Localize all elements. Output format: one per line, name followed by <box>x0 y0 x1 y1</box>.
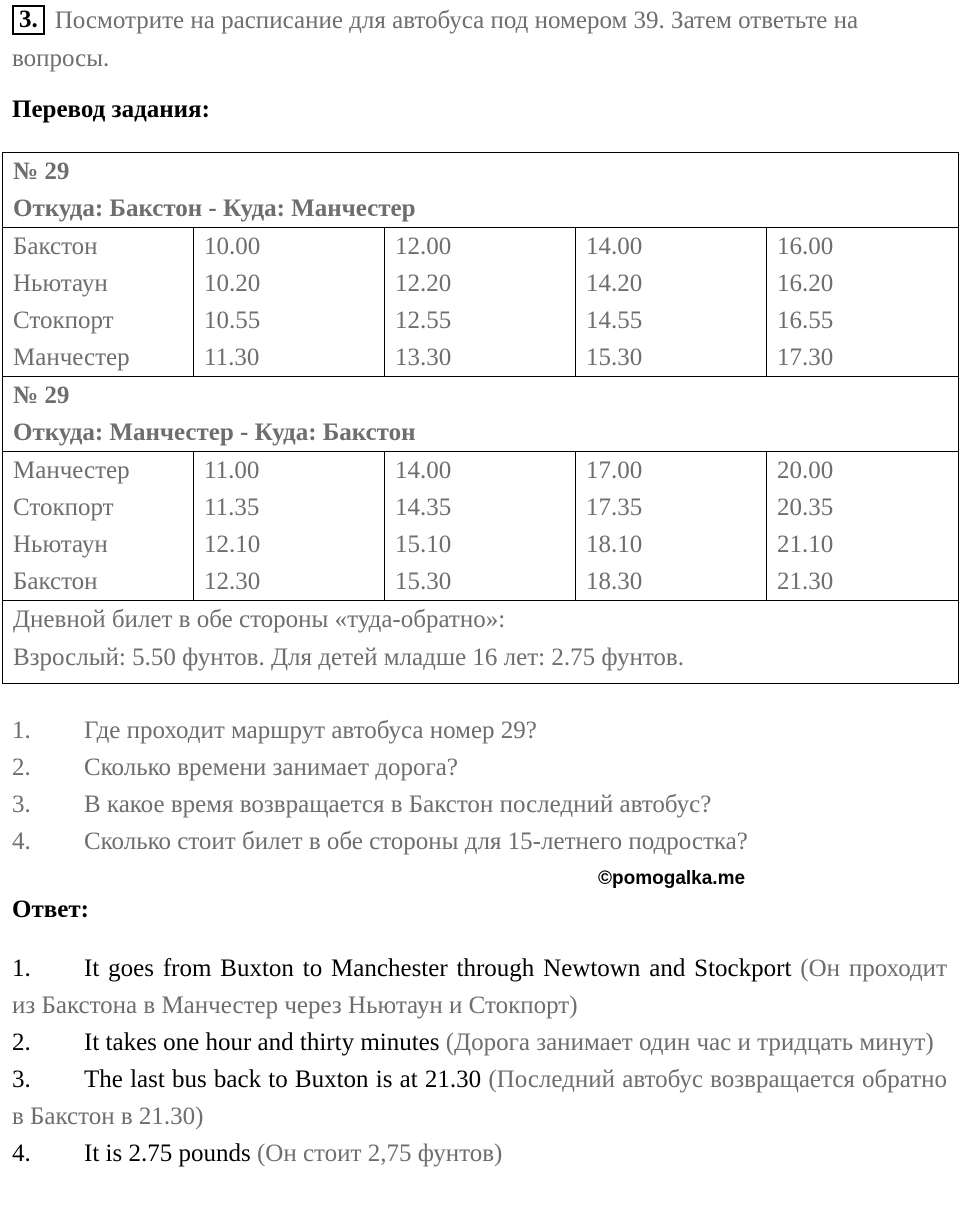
question-number: 2. <box>12 754 31 781</box>
ticket-note-line: Дневной билет в обе стороны «туда-обратно»: <box>13 606 506 633</box>
list-item <box>12 712 947 749</box>
departure-column <box>194 452 385 601</box>
question-number: 3. <box>12 791 31 818</box>
answer-heading: Ответ: <box>12 896 89 923</box>
time-cell: 16.20 <box>777 270 834 297</box>
answer-number: 2. <box>12 1029 31 1056</box>
time-cell: 10.20 <box>204 270 261 297</box>
questions-list <box>12 712 947 860</box>
departure-column <box>767 452 959 601</box>
task-statement <box>12 2 947 78</box>
time-cell: 12.10 <box>204 531 261 558</box>
question-text: Сколько времени занимает дорога? <box>84 754 458 781</box>
route-direction: Откуда: Бакстон - Куда: Манчестер <box>13 195 416 222</box>
stop-name: Ньютаун <box>13 270 108 297</box>
departure-column <box>576 452 767 601</box>
time-cell: 12.55 <box>395 307 452 334</box>
stop-name: Стокпорт <box>13 494 114 521</box>
stop-name: Манчестер <box>13 457 130 484</box>
ticket-note-line: Взрослый: 5.50 фунтов. Для детей младше 16 лет: 2.75 фунтов. <box>13 644 684 671</box>
time-cell: 16.55 <box>777 307 834 334</box>
list-item <box>12 1024 947 1061</box>
question-number: 1. <box>12 717 31 744</box>
question-text: Сколько стоит билет в обе стороны для 15-летнего подростка? <box>84 828 748 855</box>
time-cell: 13.30 <box>395 344 452 371</box>
schedule-block <box>3 228 959 377</box>
departure-column <box>385 452 576 601</box>
ticket-note-row <box>3 601 959 684</box>
copyright-watermark: ©pomogalka.me <box>598 868 746 889</box>
stop-name: Бакстон <box>13 233 98 260</box>
time-cell: 16.00 <box>777 233 834 260</box>
time-cell: 17.00 <box>586 457 643 484</box>
answer-english: It takes one hour and thirty minutes <box>84 1029 440 1056</box>
route-header <box>3 377 959 452</box>
time-cell: 21.30 <box>777 568 834 595</box>
question-text: Где проходит маршрут автобуса номер 29? <box>84 717 537 744</box>
time-cell: 17.35 <box>586 494 643 521</box>
answer-russian: (Последний автобус возвращается обратно в Бакстон в 21.30) <box>12 1066 948 1130</box>
list-item <box>12 749 947 786</box>
route-number: № 29 <box>13 158 70 185</box>
answer-number: 1. <box>12 955 31 982</box>
time-cell: 11.00 <box>204 457 260 484</box>
answers-list <box>12 950 947 1172</box>
time-cell: 14.55 <box>586 307 643 334</box>
time-cell: 14.00 <box>586 233 643 260</box>
time-cell: 20.00 <box>777 457 834 484</box>
time-cell: 12.30 <box>204 568 261 595</box>
stop-name: Бакстон <box>13 568 98 595</box>
stops-column <box>3 228 194 377</box>
time-cell: 12.00 <box>395 233 452 260</box>
time-cell: 18.10 <box>586 531 643 558</box>
departure-column <box>194 228 385 377</box>
time-cell: 12.20 <box>395 270 452 297</box>
schedule-block <box>3 452 959 601</box>
answer-english: The last bus back to Buxton is at 21.30 <box>84 1066 482 1093</box>
route-header <box>3 153 959 228</box>
time-cell: 10.55 <box>204 307 261 334</box>
route-direction: Откуда: Манчестер - Куда: Бакстон <box>13 419 416 446</box>
answer-russian: (Дорога занимает один час и тридцать минут) <box>445 1029 934 1056</box>
list-item <box>12 823 947 860</box>
route-number: № 29 <box>13 382 70 409</box>
task-number: 3. <box>12 5 45 35</box>
departure-column <box>576 228 767 377</box>
time-cell: 17.30 <box>777 344 834 371</box>
task-text: Посмотрите на расписание для автобуса под номером 39. Затем ответьте на вопросы. <box>12 7 859 72</box>
translation-heading: Перевод задания: <box>12 96 210 123</box>
time-cell: 21.10 <box>777 531 834 558</box>
question-number: 4. <box>12 828 31 855</box>
time-cell: 15.30 <box>395 568 452 595</box>
stop-name: Стокпорт <box>13 307 114 334</box>
time-cell: 20.35 <box>777 494 834 521</box>
stop-name: Ньютаун <box>13 531 108 558</box>
time-cell: 14.35 <box>395 494 452 521</box>
time-cell: 14.20 <box>586 270 643 297</box>
stops-column <box>3 452 194 601</box>
answer-russian: (Он проходит из Бакстона в Манчестер через Ньютаун и Стокпорт) <box>12 955 947 1019</box>
list-item <box>12 786 947 823</box>
time-cell: 10.00 <box>204 233 261 260</box>
stop-name: Манчестер <box>13 344 130 371</box>
list-item <box>12 950 947 1024</box>
time-cell: 15.30 <box>586 344 643 371</box>
time-cell: 11.30 <box>204 344 260 371</box>
answer-english: It is 2.75 pounds <box>84 1140 251 1167</box>
answer-number: 3. <box>12 1066 31 1093</box>
answer-english: It goes from Buxton to Manchester through Newtown and Stockport <box>84 955 792 982</box>
bus-schedule-table <box>2 152 959 684</box>
answer-russian: (Он стоит 2,75 фунтов) <box>256 1140 503 1167</box>
time-cell: 15.10 <box>395 531 452 558</box>
departure-column <box>767 228 959 377</box>
list-item <box>12 1061 947 1135</box>
list-item <box>12 1135 947 1172</box>
time-cell: 14.00 <box>395 457 452 484</box>
time-cell: 18.30 <box>586 568 643 595</box>
time-cell: 11.35 <box>204 494 260 521</box>
question-text: В какое время возвращается в Бакстон последний автобус? <box>84 791 712 818</box>
departure-column <box>385 228 576 377</box>
answer-number: 4. <box>12 1140 31 1167</box>
